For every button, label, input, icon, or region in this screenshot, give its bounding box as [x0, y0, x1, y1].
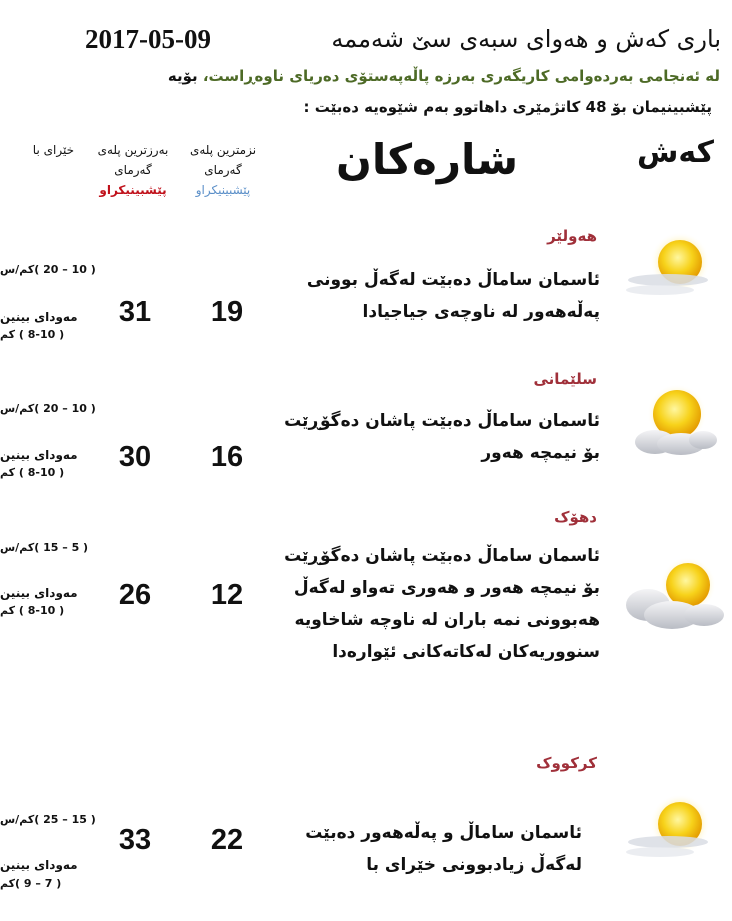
city-name: هەولێر — [547, 227, 597, 245]
max-temp-value: 26 — [118, 579, 152, 611]
sun-cloud-icon — [625, 380, 721, 460]
visibility-value: ( 8-10 ) کم — [0, 466, 65, 479]
wind-speed-value: ( 15 – 25 )کم/س — [0, 813, 96, 826]
min-temp-value: 16 — [210, 441, 244, 473]
description-line: ئاسمان ساماڵ دەبێت پاشان دەگۆڕێت — [284, 546, 600, 566]
city-name: دهۆک — [554, 508, 597, 526]
column-header-cities: شارەکان — [336, 135, 519, 184]
page-title: باری کەش و هەوای سبەی سێ شەممە — [331, 25, 721, 53]
max-header-line3: پێشبینیکراو — [99, 183, 167, 197]
description-line: پەڵەهەور لە ناوچەی جیاجیادا — [362, 302, 600, 322]
min-temp-value: 22 — [210, 824, 244, 856]
wind-speed-value: ( 10 – 20 )کم/س — [0, 263, 96, 276]
forecast-description — [305, 817, 582, 881]
sun-haze-icon — [620, 228, 716, 308]
description-line: ئاسمان ساماڵ دەبێت لەگەڵ بوونی — [306, 270, 600, 290]
city-name: کرکووک — [536, 754, 597, 772]
min-temp-value: 12 — [210, 579, 244, 611]
column-header-wind: خێرای با — [32, 143, 74, 157]
cloud-sun-icon — [622, 555, 726, 635]
max-header-line1: بەرزترین پلەی — [97, 143, 169, 157]
visibility-value: ( 8-10 ) کم — [0, 328, 65, 341]
description-line: سنووریەکان لەکاتەکانی ئێوارەدا — [332, 642, 600, 662]
forecast-date: 2017-05-09 — [85, 23, 211, 54]
wind-speed-value: ( 10 – 20 )کم/س — [0, 402, 96, 415]
description-line: هەبوونی نمە باران لە ناوچە شاخاویە — [294, 610, 600, 630]
title-line — [85, 22, 721, 56]
sun-haze-icon — [620, 790, 716, 870]
visibility-label: مەودای بینین — [0, 310, 78, 324]
description-line: ئاسمان ساماڵ و پەڵەهەور دەبێت — [305, 823, 582, 843]
visibility-label: مەودای بینین — [0, 448, 78, 462]
column-header-weather: کەش — [636, 135, 714, 170]
visibility-label: مەودای بینین — [0, 586, 78, 600]
column-header-min-temp — [188, 140, 258, 200]
min-header-line1: نزمترین پلەی — [189, 143, 257, 157]
min-temp-value: 19 — [210, 296, 244, 328]
visibility-label: مەودای بینین — [0, 858, 78, 872]
wind-speed-value: ( 5 – 15 )کم/س — [0, 541, 89, 554]
description-line: بۆ نیمچە هەور و هەوری تەواو لەگەڵ — [293, 578, 600, 598]
column-header-max-temp — [88, 140, 178, 200]
description-line: ئاسمان ساماڵ دەبێت پاشان دەگۆڕێت — [284, 411, 600, 431]
visibility-value: ( 7 – 9 )کم — [0, 877, 62, 890]
min-header-line3: پێشبینیکراو — [195, 183, 251, 197]
forecast-description — [307, 264, 600, 328]
max-temp-value: 30 — [118, 441, 152, 473]
forecast-description — [284, 540, 600, 668]
intro-line-1 — [168, 67, 720, 85]
intro-line-2: پێشبینیمان بۆ 48 کاتژمێری داهاتوو بەم شێوەیە دەبێت : — [303, 98, 712, 116]
visibility-value: ( 8-10 ) کم — [0, 604, 65, 617]
intro-end-text: بۆیە — [167, 67, 198, 85]
intro-green-text: لە ئەنجامی بەردەوامی کاریگەری بەرزە پاڵەپەستۆی دەریای ناوەڕاست، — [202, 67, 720, 85]
forecast-description — [284, 405, 600, 469]
max-temp-value: 31 — [118, 296, 152, 328]
description-line: بۆ نیمچە هەور — [481, 443, 600, 463]
description-line: لەگەڵ زیادبوونی خێرای با — [366, 855, 582, 875]
city-name: سلێمانی — [533, 370, 597, 388]
max-header-line2: گەرمای — [114, 163, 152, 177]
min-header-line2: گەرمای — [204, 163, 242, 177]
max-temp-value: 33 — [118, 824, 152, 856]
